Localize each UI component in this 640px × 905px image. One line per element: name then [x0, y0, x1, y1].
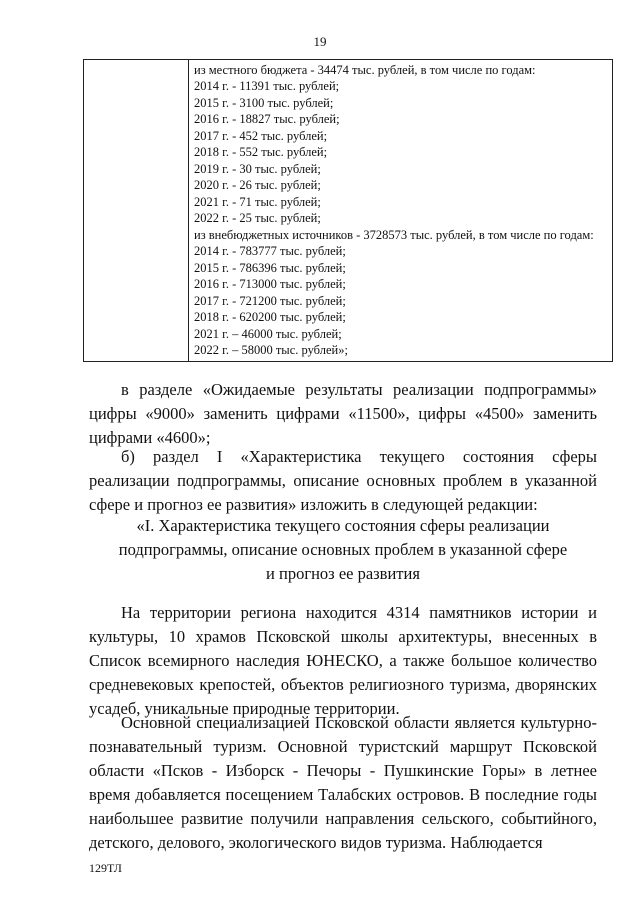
page-number: 19	[313, 34, 327, 49]
table-line: 2021 г. – 46000 тыс. рублей;	[194, 326, 342, 341]
document-code: 129ТЛ	[89, 861, 122, 875]
table-line: 2016 г. - 713000 тыс. рублей;	[194, 277, 346, 291]
table-line: 2016 г. - 18827 тыс. рублей;	[194, 112, 340, 126]
table-line: 2021 г. - 71 тыс. рублей;	[194, 194, 321, 209]
paragraph-tourism: Основной специализацией Псковской области является культурно-познавательный туризм. Основной туристский маршрут Псковской области «Псков - Изборск - Печоры - Пушкинские Горы» в летнее время добавляется посещением Талабских островов. В последние годы наибольшее развитие получили направления сельского, событийного, детского, делового, экологического видов туризма. Наблюдается	[89, 713, 597, 852]
table-line: 2017 г. - 721200 тыс. рублей;	[194, 293, 346, 308]
funding-table	[83, 59, 613, 362]
section-heading-line: «I. Характеристика текущего состояния сферы реализации	[136, 516, 550, 535]
table-cell-funding	[189, 60, 613, 362]
section-heading-line: и прогноз ее развития	[266, 564, 420, 583]
section-heading	[89, 514, 597, 586]
table-line: 2015 г. - 3100 тыс. рублей;	[194, 95, 334, 110]
table-line: 2018 г. - 552 тыс. рублей;	[194, 145, 328, 159]
section-heading-line: подпрограммы, описание основных проблем в указанной сфере	[118, 540, 568, 559]
table-line: 2022 г. - 25 тыс. рублей;	[194, 211, 321, 225]
table-line: 2014 г. - 11391 тыс. рублей;	[194, 79, 340, 93]
table-line: 2015 г. - 786396 тыс. рублей;	[194, 260, 346, 275]
table-line: 2014 г. - 783777 тыс. рублей;	[194, 244, 346, 258]
table-line: из внебюджетных источников - 3728573 тыс. рублей, в том числе по годам:	[194, 227, 594, 242]
table-row	[84, 60, 613, 362]
table-line: 2017 г. - 452 тыс. рублей;	[194, 128, 328, 143]
table-line: 2022 г. – 58000 тыс. рублей»;	[194, 343, 348, 357]
paragraph-heritage: На территории региона находится 4314 памятников истории и культуры, 10 храмов Псковской школы архитектуры, внесенных в Список всемирного наследия ЮНЕСКО, а также большое количество средневековых крепостей, объектов религиозного туризма, дворянских усадеб, уникальные природные территории.	[89, 603, 597, 718]
table-cell-empty	[84, 60, 189, 362]
paragraph-expected-results: в разделе «Ожидаемые результаты реализации подпрограммы» цифры «9000» заменить цифрами «11500», цифры «4500» заменить цифрами «4600»;	[89, 380, 597, 447]
table-line: из местного бюджета - 34474 тыс. рублей, в том числе по годам:	[194, 62, 536, 77]
table-line: 2020 г. - 26 тыс. рублей;	[194, 178, 321, 192]
paragraph-section-replacement: б) раздел I «Характеристика текущего состояния сферы реализации подпрограммы, описание основных проблем в указанной сфере и прогноз ее развития» изложить в следующей редакции:	[89, 447, 597, 514]
table-line: 2019 г. - 30 тыс. рублей;	[194, 161, 321, 176]
table-line: 2018 г. - 620200 тыс. рублей;	[194, 310, 346, 324]
